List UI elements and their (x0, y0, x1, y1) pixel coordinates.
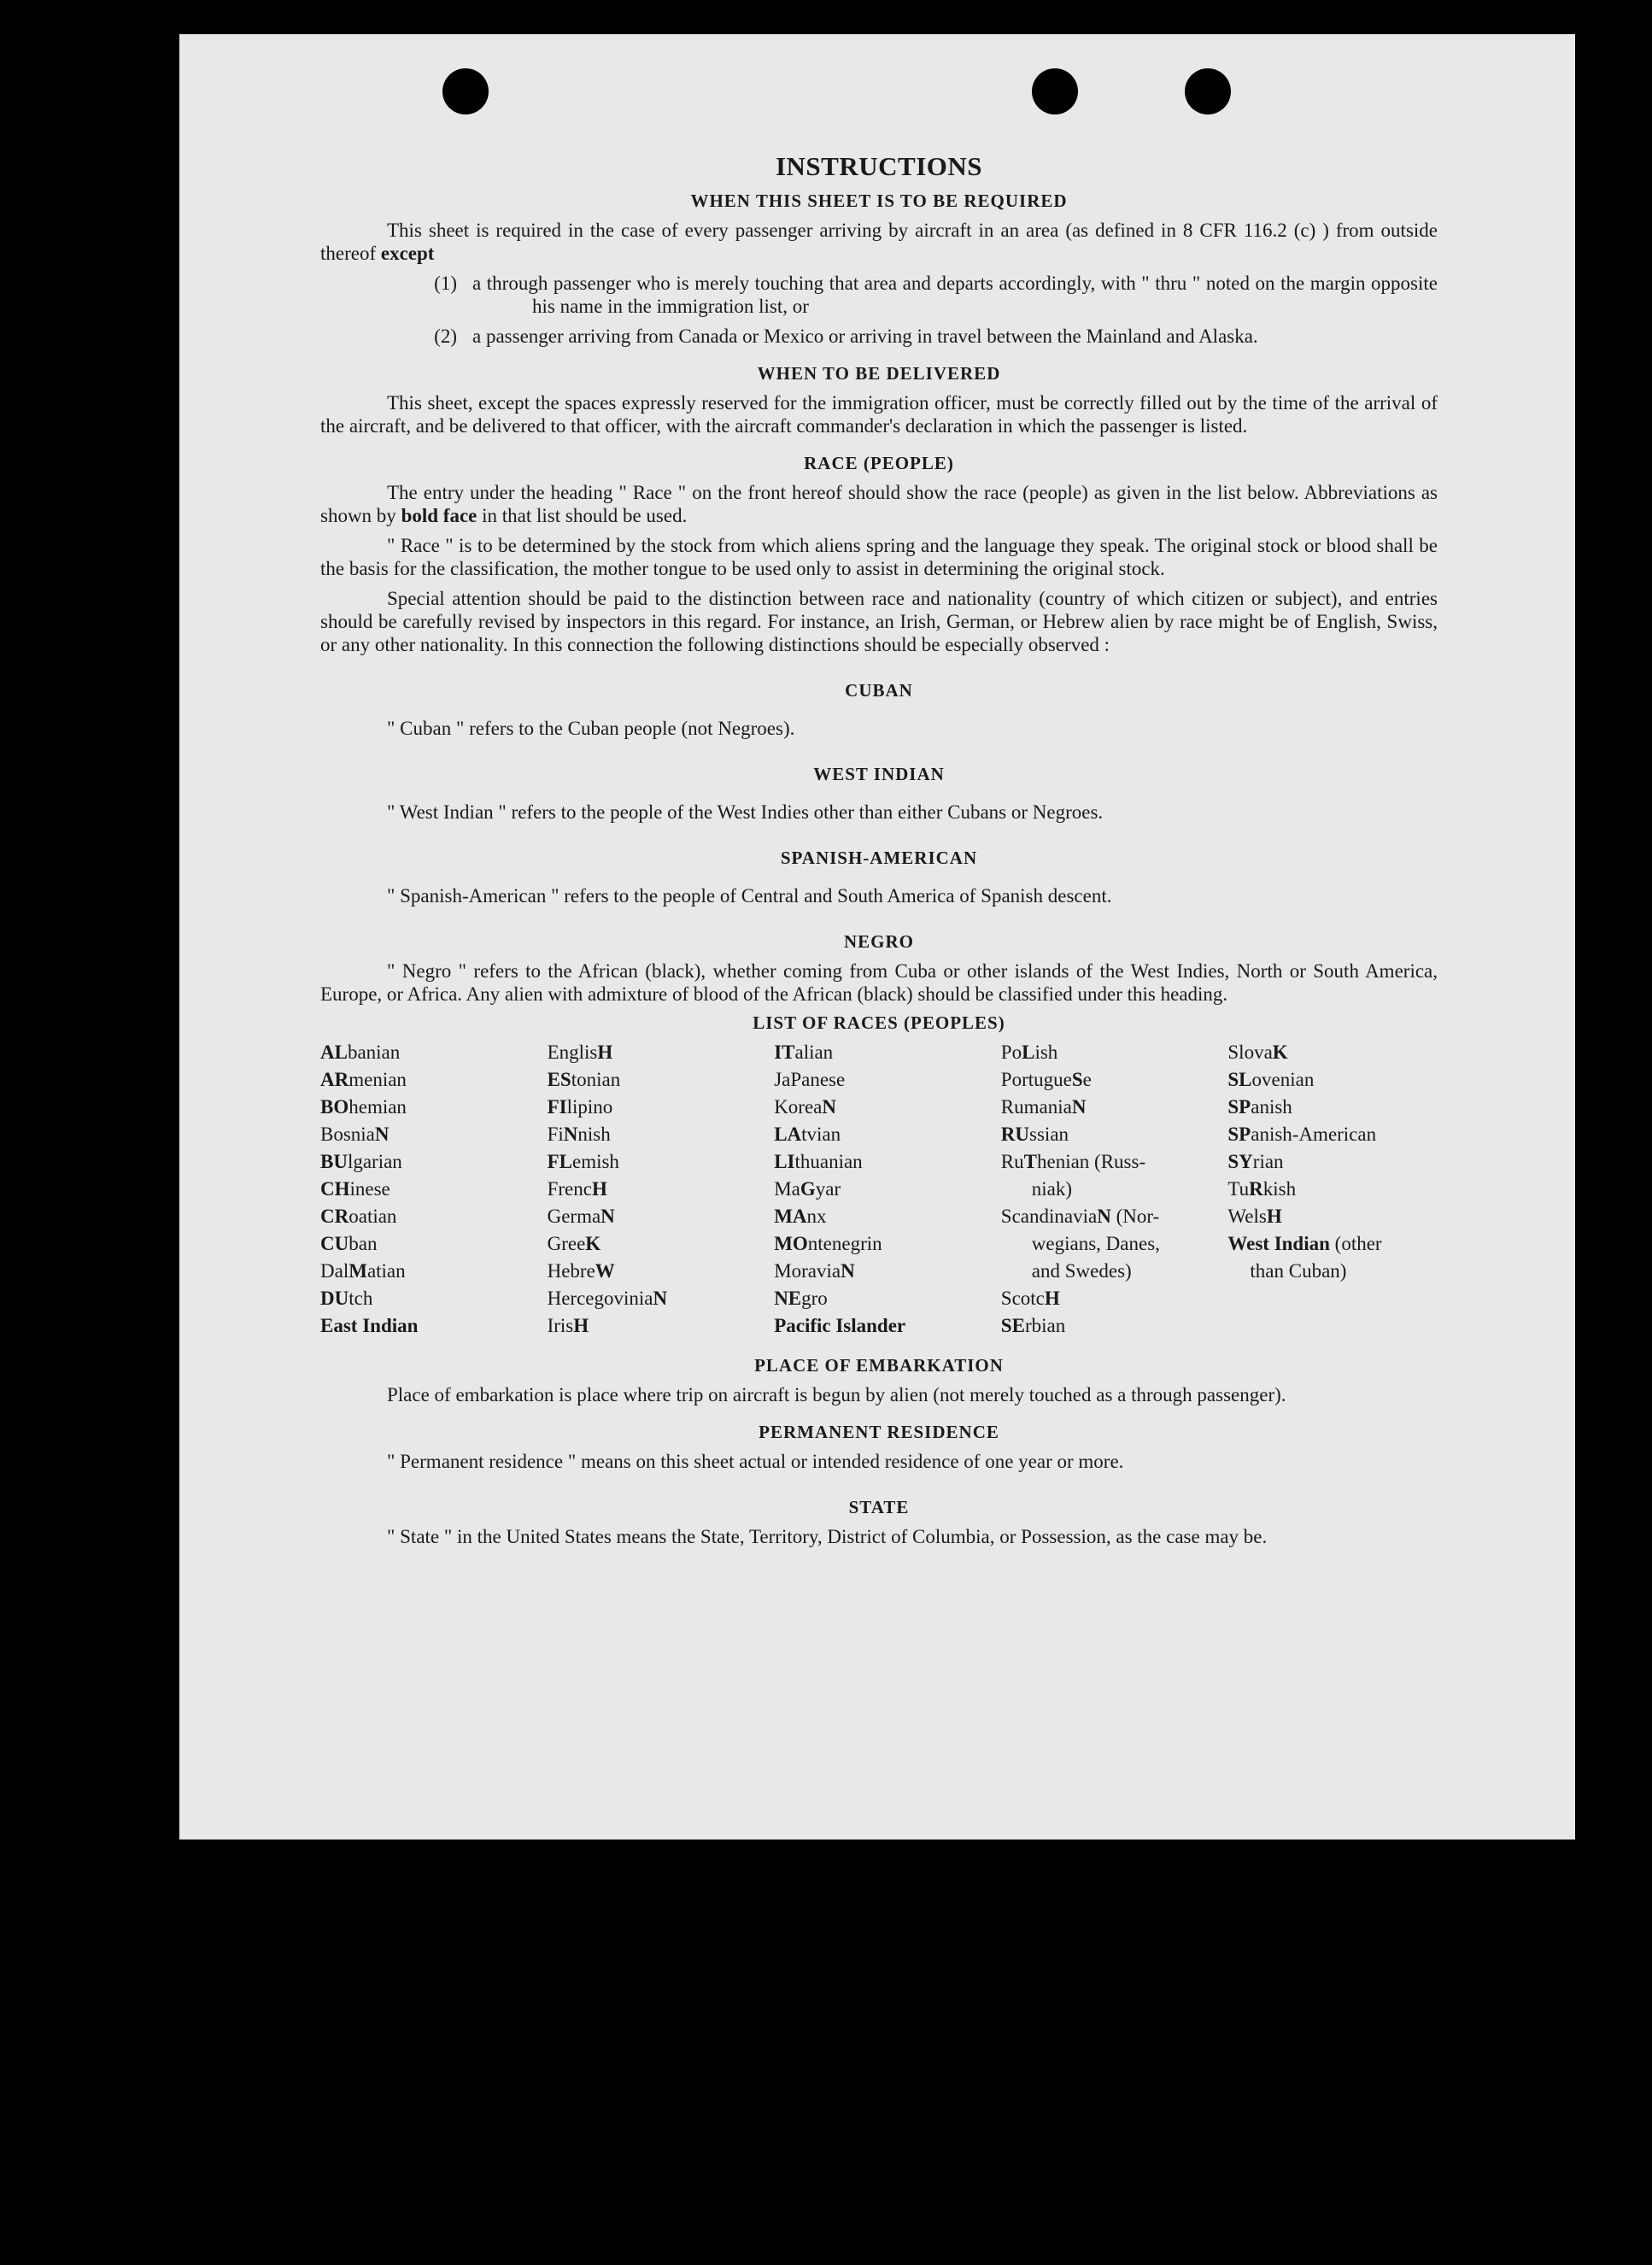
race-entry: HebreW (547, 1260, 615, 1282)
race-entry-continued: than Cuban) (1250, 1260, 1347, 1282)
paragraph-west-indian: " West Indian " refers to the people of the West Indies other than either Cubans or Negroes. (387, 801, 1104, 823)
race-entry: West Indian (other (1227, 1233, 1382, 1254)
heading-permanent-residence: PERMANENT RESIDENCE (759, 1422, 999, 1442)
race-entry: RuThenian (Russ- (1000, 1151, 1146, 1172)
race-entry: LIthuanian (774, 1151, 863, 1172)
paragraph-embarkation: Place of embarkation is place where trip on aircraft is begun by alien (not merely touched as a through passenger). (387, 1384, 1286, 1405)
text: The entry under the heading " Race " on the front hereof should show the race (people) as given in the list below. Abbreviations as shown by (320, 482, 1438, 526)
heading-spanish-american: SPANISH-AMERICAN (780, 848, 978, 868)
race-entry: ITalian (774, 1042, 834, 1063)
heading-race: RACE (PEOPLE) (804, 453, 954, 473)
paragraph-when-delivered: This sheet, except the spaces expressly reserved for the immigration officer, must be correctly filled out by the time of the arrival of the aircraft, and be delivered to that officer, with the aircraft commander's declaration in which the passenger is listed. (320, 392, 1438, 437)
race-entry: MAnx (774, 1206, 827, 1227)
paragraph-race-3: Special attention should be paid to the distinction between race and nationality (country of which citizen or subject), and entries should be carefully revised by inspectors in this regard. For instance, an Irish, German, or Hebrew alien by race might be of English, Swiss, or any other nationality. In this connection the following distinctions should be especially observed : (320, 588, 1438, 655)
race-entry: ALbanian (320, 1042, 401, 1063)
heading-embarkation: PLACE OF EMBARKATION (754, 1355, 1004, 1376)
race-entry: FLemish (547, 1151, 619, 1172)
race-list (320, 1039, 1438, 1340)
heading-cuban: CUBAN (845, 680, 913, 701)
race-entry: EStonian (547, 1069, 621, 1090)
race-entry: PoLish (1000, 1042, 1058, 1063)
race-entry: CUban (320, 1233, 378, 1254)
race-entry: IrisH (547, 1315, 589, 1336)
race-entry: DalMatian (320, 1260, 406, 1282)
race-entry: SPanish (1227, 1096, 1292, 1118)
paragraph-spanish-american: " Spanish-American " refers to the people of Central and South America of Spanish descent. (387, 885, 1112, 907)
race-entry: FiNnish (547, 1124, 611, 1145)
punch-hole (1032, 68, 1078, 114)
race-entry: Pacific Islander (774, 1315, 906, 1336)
race-entry: East Indian (320, 1315, 419, 1336)
list-item (320, 325, 1438, 348)
race-column-2 (548, 1039, 758, 1340)
race-entry: WelsH (1227, 1206, 1282, 1227)
race-entry: BUlgarian (320, 1151, 402, 1172)
race-entry: LAtvian (774, 1124, 841, 1145)
heading-west-indian: WEST INDIAN (813, 764, 945, 784)
race-entry: RumaniaN (1000, 1096, 1087, 1118)
race-entry: JaPanese (774, 1069, 846, 1090)
race-entry: BosniaN (320, 1124, 390, 1145)
race-entry: BOhemian (320, 1096, 407, 1118)
heading-list-of-races: LIST OF RACES (PEOPLES) (753, 1012, 1005, 1033)
paragraph-state: " State " in the United States means the State, Territory, District of Columbia, or Possession, as the case may be. (387, 1526, 1268, 1547)
race-entry: SLovenian (1227, 1069, 1315, 1090)
race-entry: MaGyar (774, 1178, 841, 1200)
race-entry: ScandinaviaN (Nor- (1000, 1206, 1160, 1227)
paragraph-when-required (320, 219, 1438, 265)
race-entry: ARmenian (320, 1069, 407, 1090)
race-entry-continued: niak) (1031, 1178, 1073, 1200)
race-entry: GreeK (547, 1233, 601, 1254)
heading-when-delivered: WHEN TO BE DELIVERED (757, 363, 1001, 384)
race-column-4 (1001, 1039, 1211, 1340)
race-entry: MoraviaN (774, 1260, 855, 1282)
race-entry: ScotcH (1000, 1288, 1060, 1309)
page-title: INSTRUCTIONS (775, 151, 982, 181)
list-item (320, 272, 1438, 318)
heading-when-required: WHEN THIS SHEET IS TO BE REQUIRED (690, 191, 1068, 211)
race-entry: SYrian (1227, 1151, 1284, 1172)
paragraph-race-2: " Race " is to be determined by the stock from which aliens spring and the language they speak. The original stock or blood shall be the basis for the classification, the mother tongue to be used only to assist in determining the original stock. (320, 535, 1438, 579)
race-entry: CRoatian (320, 1206, 397, 1227)
race-entry: FrencH (547, 1178, 607, 1200)
text: This sheet is required in the case of every passenger arriving by aircraft in an area (as defined in 8 CFR 116.2 (c) ) from outside thereof (320, 220, 1438, 264)
heading-state: STATE (848, 1497, 910, 1517)
race-entry: SlovaK (1227, 1042, 1288, 1063)
paragraph-permanent-residence: " Permanent residence " means on this sheet actual or intended residence of one year or more. (387, 1451, 1124, 1472)
punch-hole (442, 68, 489, 114)
race-entry: RUssian (1000, 1124, 1069, 1145)
instructions-content (320, 151, 1438, 1548)
race-entry-continued: and Swedes) (1031, 1260, 1132, 1282)
race-entry: SPanish-American (1227, 1124, 1377, 1145)
paragraph-race-1 (320, 481, 1438, 527)
race-entry: EnglisH (547, 1042, 613, 1063)
race-entry: KoreaN (774, 1096, 836, 1118)
race-entry: HercegoviniaN (547, 1288, 668, 1309)
emphasis-bold-face: bold face (401, 505, 477, 526)
paragraph-negro: " Negro " refers to the African (black), whether coming from Cuba or other islands of the West Indies, North or South America, Europe, or Africa. Any alien with admixture of blood of the African (black) should be classified under this heading. (320, 960, 1438, 1005)
race-entry: CHinese (320, 1178, 390, 1200)
item-text: a passenger arriving from Canada or Mexico or arriving in travel between the Mainland and Alaska. (472, 326, 1258, 347)
punch-hole (1185, 68, 1231, 114)
race-entry-continued: wegians, Danes, (1031, 1233, 1160, 1254)
emphasis-except: except (380, 243, 435, 264)
race-entry: PortugueSe (1000, 1069, 1092, 1090)
race-entry: TuRkish (1227, 1178, 1297, 1200)
race-entry: MOntenegrin (774, 1233, 882, 1254)
paragraph-cuban: " Cuban " refers to the Cuban people (not Negroes). (387, 718, 795, 739)
heading-negro: NEGRO (843, 931, 914, 952)
race-entry: GermaN (547, 1206, 615, 1227)
item-number: (2) (434, 326, 457, 347)
race-entry: SErbian (1000, 1315, 1066, 1336)
race-entry: NEgro (774, 1288, 828, 1309)
document-sheet (179, 34, 1575, 1840)
race-column-1 (320, 1039, 530, 1340)
race-entry: DUtch (320, 1288, 373, 1309)
race-column-3 (774, 1039, 984, 1340)
race-column-5 (1227, 1039, 1438, 1340)
item-number: (1) (434, 273, 457, 294)
item-text: a through passenger who is merely touching that area and departs accordingly, with " thru " noted on the margin opposite his name in the immigration list, or (472, 273, 1438, 317)
text: in that list should be used. (477, 505, 688, 526)
race-entry: FIlipino (547, 1096, 613, 1118)
